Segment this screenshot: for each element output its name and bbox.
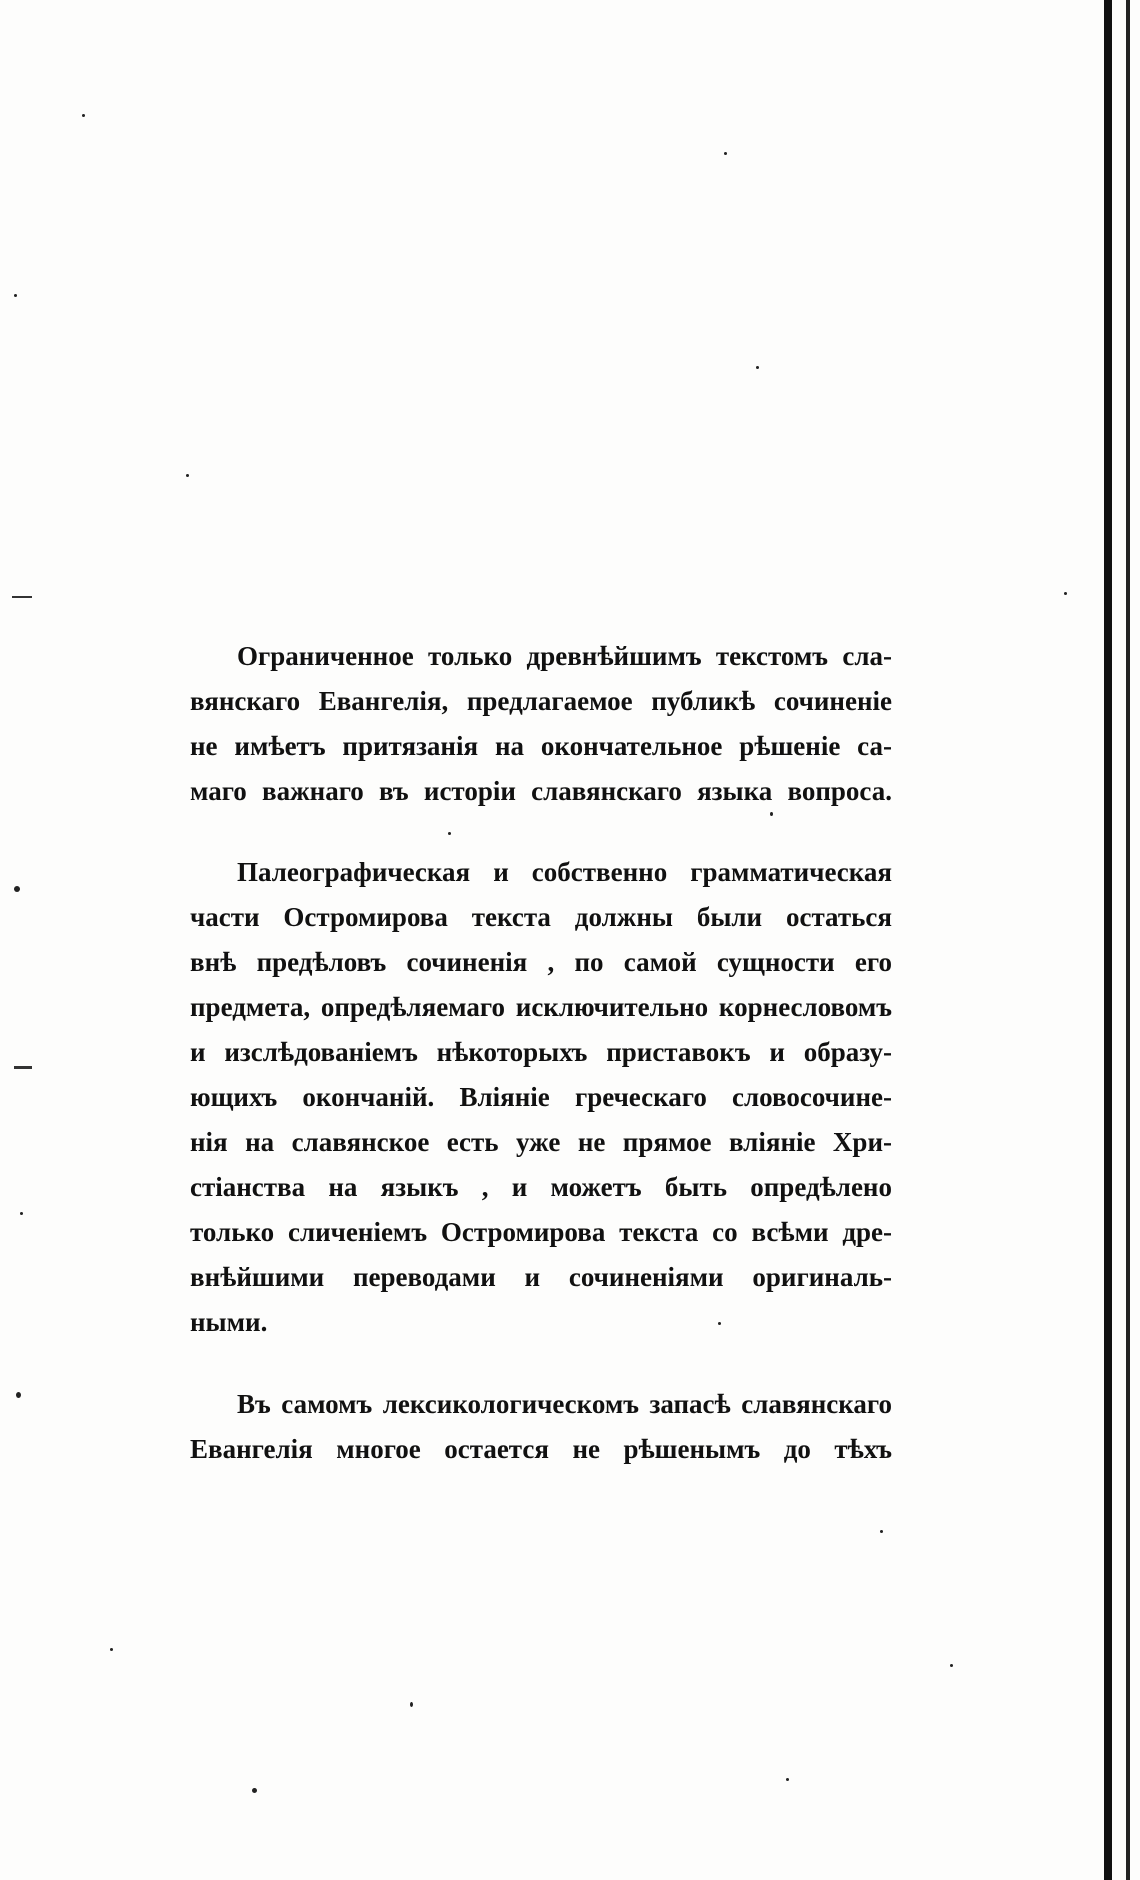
- scan-speck: [770, 812, 773, 816]
- scan-speck: [448, 832, 451, 835]
- paragraph-1: [190, 634, 892, 814]
- scan-speck: [1064, 592, 1067, 595]
- page-edge-shadow: [1104, 0, 1112, 1880]
- scan-speck: [14, 886, 20, 892]
- text-line: внѣйшими переводами и сочиненіями оригиналь-: [190, 1262, 892, 1292]
- scan-speck: [756, 366, 759, 369]
- text-line: Ограниченное только древнѣйшимъ текстомъ сла-: [237, 641, 892, 671]
- text-line: не имѣетъ притязанія на окончательное рѣшеніе са-: [190, 731, 892, 761]
- scan-speck: [186, 474, 189, 477]
- text-line: внѣ предѣловъ сочиненія , по самой сущности его: [190, 947, 892, 977]
- scan-speck: [718, 1322, 721, 1325]
- text-line: Евангелія многое остается не рѣшенымъ до тѣхъ: [190, 1434, 892, 1464]
- scan-speck: [20, 1212, 23, 1215]
- scan-speck: [786, 1778, 789, 1781]
- scan-speck: [724, 152, 727, 155]
- text-line: ющихъ окончаній. Вліяніе греческаго словосочине-: [190, 1082, 892, 1112]
- text-line: маго важнаго въ исторіи славянскаго языка вопроса.: [190, 776, 892, 806]
- scan-speck: [110, 1648, 113, 1651]
- page-edge-line: [1126, 0, 1130, 1880]
- scan-speck: [82, 114, 85, 117]
- scan-mark: [14, 1066, 32, 1069]
- text-line: предмета, опредѣляемаго исключительно корнесловомъ: [190, 992, 892, 1022]
- text-line: и изслѣдованіемъ нѣкоторыхъ приставокъ и образу-: [190, 1037, 892, 1067]
- text-line: вянскаго Евангелія, предлагаемое публикѣ сочиненіе: [190, 686, 892, 716]
- text-line: стіанства на языкъ , и можетъ быть опредѣлено: [190, 1172, 892, 1202]
- paragraph-2: [190, 850, 892, 1345]
- scan-mark: [12, 596, 32, 598]
- text-line: нія на славянское есть уже не прямое вліяніе Хри-: [190, 1127, 892, 1157]
- scan-speck: [950, 1664, 953, 1667]
- text-line: Въ самомъ лексикологическомъ запасѣ славянскаго: [237, 1389, 892, 1419]
- scan-speck: [252, 1788, 257, 1793]
- text-line: части Остромирова текста должны были остаться: [190, 902, 892, 932]
- scan-speck: [16, 1392, 21, 1398]
- scan-speck: [410, 1702, 413, 1707]
- text-line: только сличеніемъ Остромирова текста со всѣми дре-: [190, 1217, 892, 1247]
- text-line: Палеографическая и собственно грамматическая: [237, 857, 892, 887]
- scan-speck: [880, 1530, 883, 1533]
- text-line: ными.: [190, 1307, 268, 1337]
- paragraph-3: [190, 1382, 892, 1472]
- scan-speck: [14, 294, 17, 297]
